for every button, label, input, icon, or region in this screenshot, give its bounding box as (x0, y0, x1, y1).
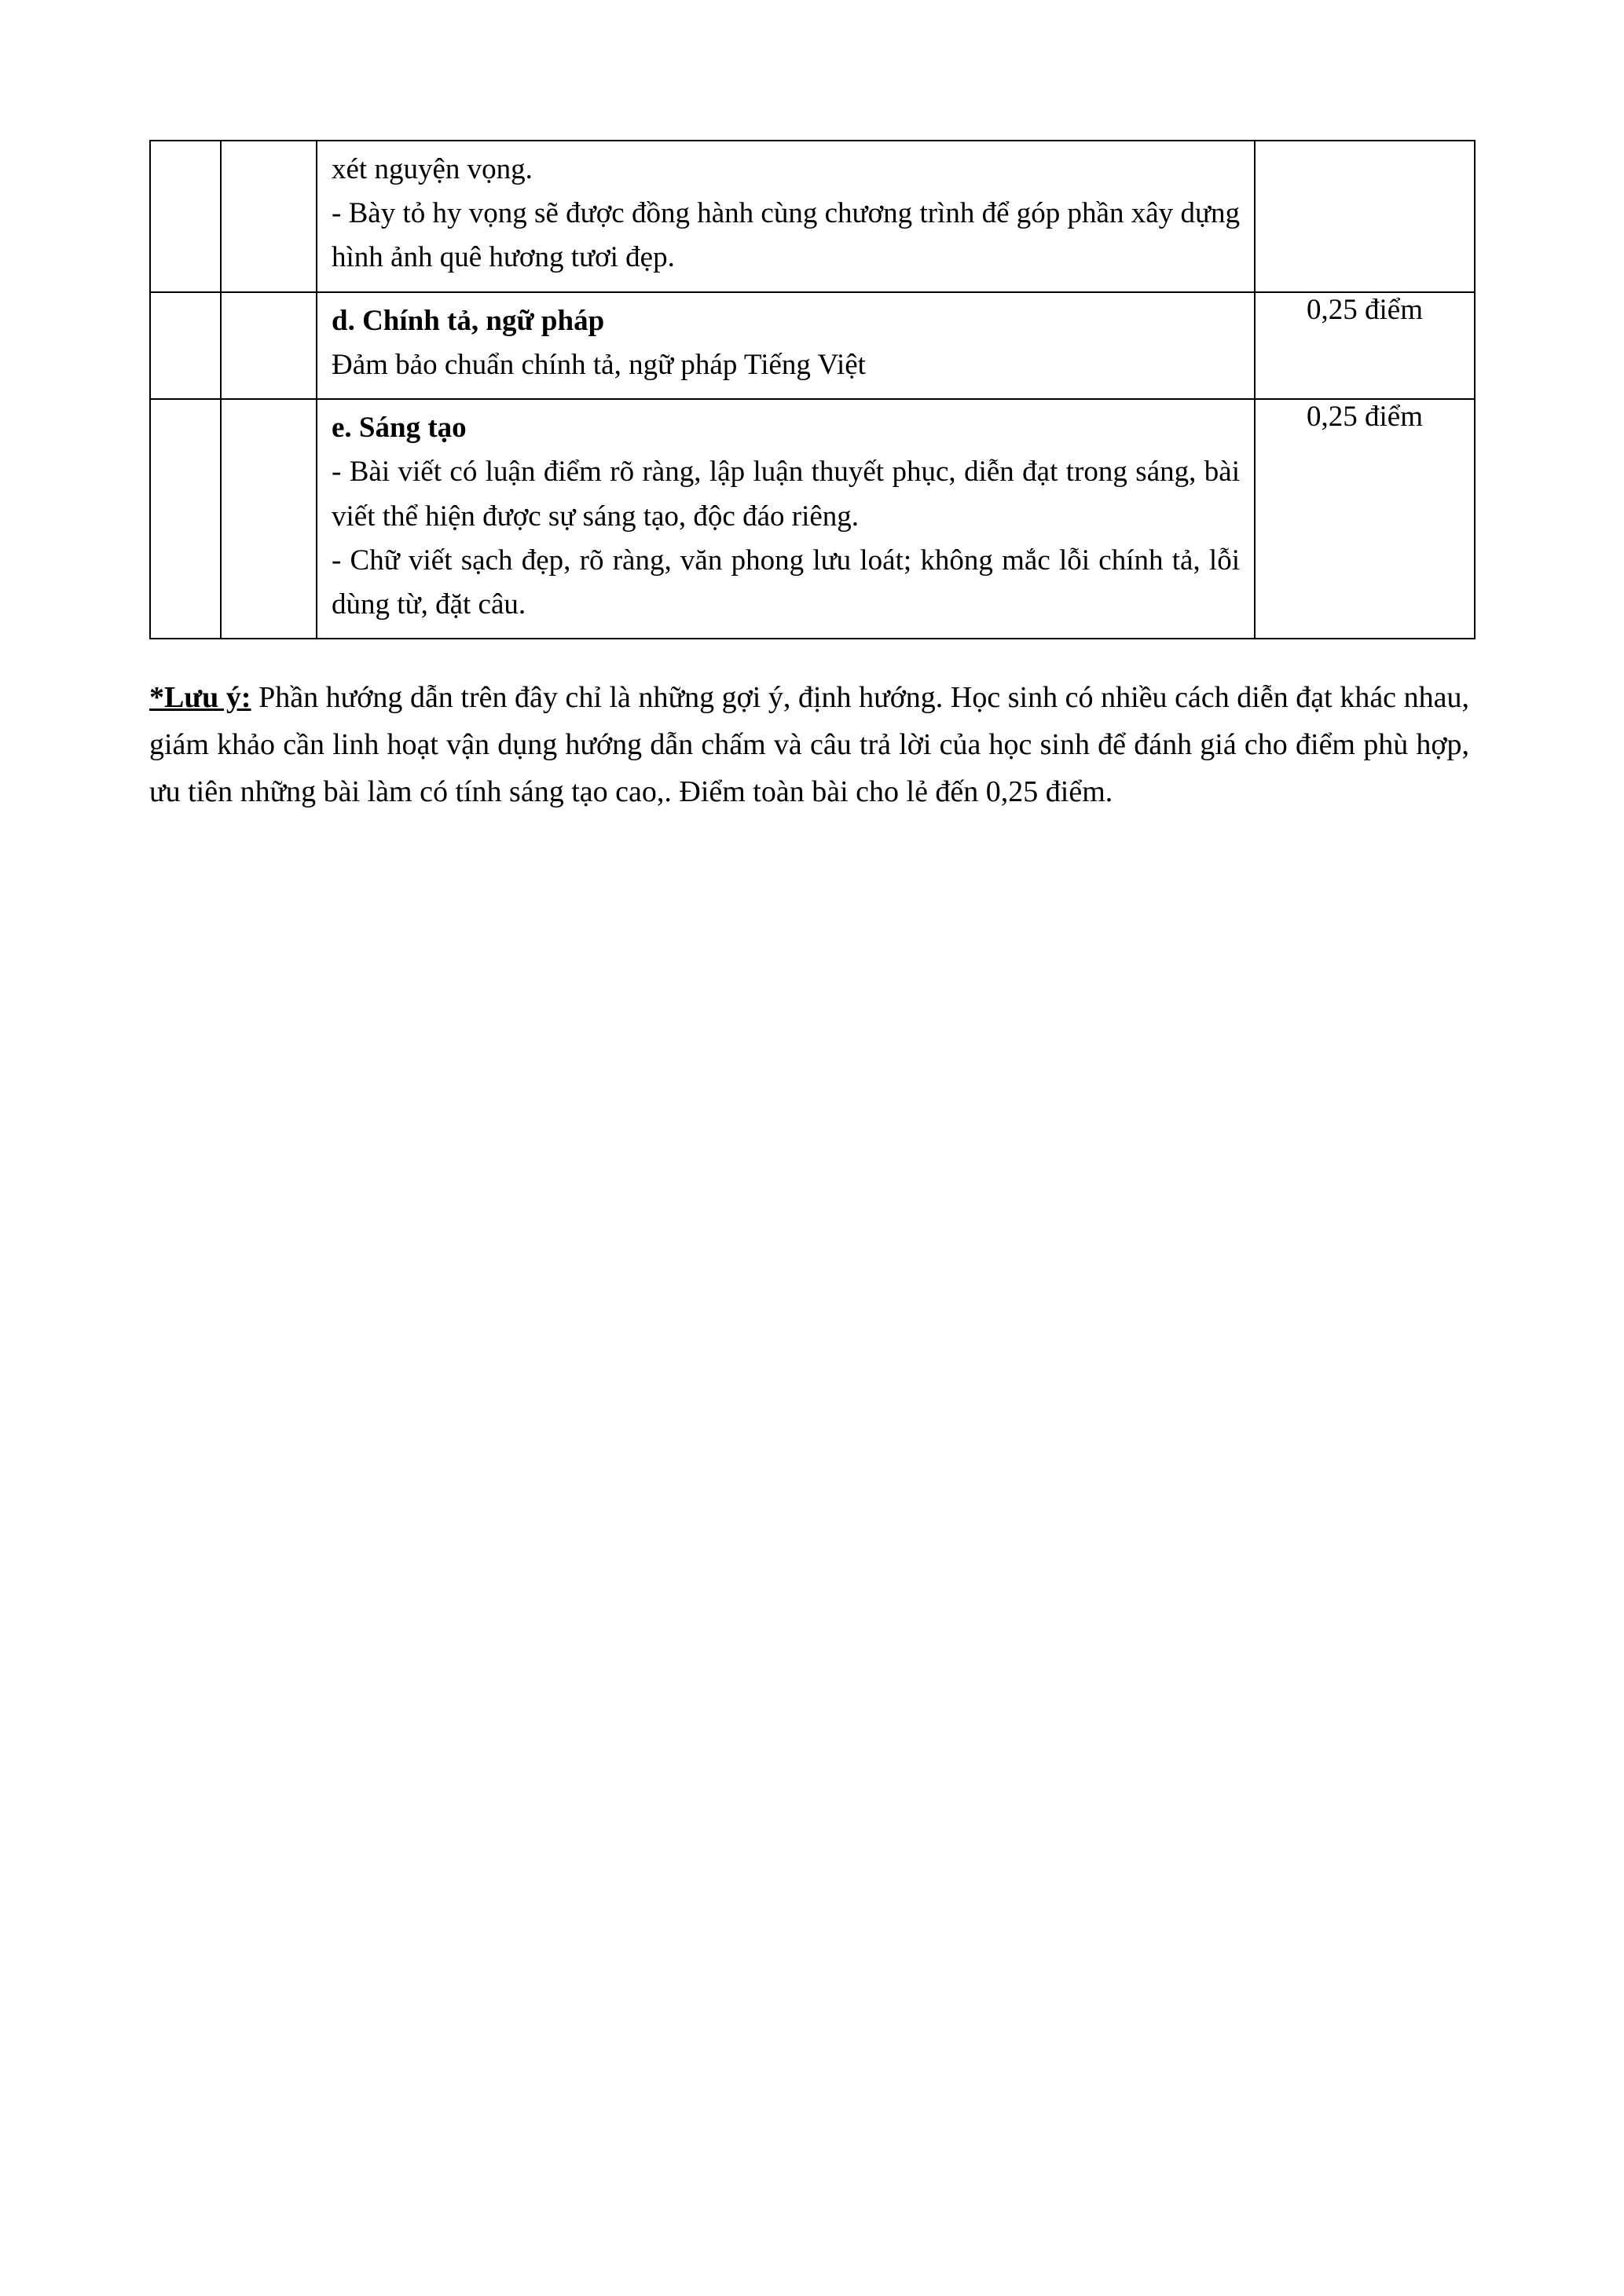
cell-score-column (1255, 292, 1475, 399)
score-value: 0,25 điểm (1307, 293, 1423, 326)
criteria-line: - Chữ viết sạch đẹp, rõ ràng, văn phong lưu loát; không mắc lỗi chính tả, lỗi dùng từ, đặt câu. (332, 544, 1240, 621)
criteria-heading: d. Chính tả, ngữ pháp (332, 304, 605, 337)
criteria-text-block (317, 400, 1254, 638)
note-label: *Lưu ý: (149, 681, 251, 715)
cell-question-column (221, 141, 317, 292)
table-row (150, 399, 1475, 639)
criteria-text-block (317, 293, 1254, 398)
cell-section-column (150, 141, 221, 292)
score-wrapper (1256, 400, 1474, 434)
cell-score-column (1255, 141, 1475, 292)
cell-criteria-column (317, 292, 1255, 399)
criteria-heading: e. Sáng tạo (332, 412, 467, 445)
score-value: 0,25 điểm (1307, 401, 1423, 434)
cell-section-column (150, 292, 221, 399)
table-row (150, 141, 1475, 292)
cell-score-column (1255, 399, 1475, 639)
score-wrapper (1256, 293, 1474, 327)
cell-section-column (150, 399, 221, 639)
criteria-line: xét nguyện vọng. (332, 153, 533, 185)
scoring-rubric-table (149, 140, 1476, 639)
cell-question-column (221, 292, 317, 399)
cell-criteria-column (317, 399, 1255, 639)
criteria-line: Đảm bảo chuẩn chính tả, ngữ pháp Tiếng Việt (332, 348, 866, 381)
note-text: Phần hướng dẫn trên đây chỉ là những gợi ý, định hướng. Học sinh có nhiều cách diễn đạt khác nhau, giám khảo cần linh hoạt vận dụng hướng dẫn chấm và câu trả lời của học sinh để đánh giá cho điểm phù hợp, ưu tiên những bài làm có tính sáng tạo cao,. Điểm toàn bài cho lẻ đến 0,25 điểm. (149, 681, 1469, 809)
note-paragraph (149, 674, 1469, 815)
cell-criteria-column (317, 141, 1255, 292)
page-content (149, 140, 1469, 845)
cell-question-column (221, 399, 317, 639)
criteria-line: - Bày tỏ hy vọng sẽ được đồng hành cùng chương trình để góp phần xây dựng hình ảnh quê hương tươi đẹp. (332, 197, 1240, 274)
table-row (150, 292, 1475, 399)
criteria-text-block (317, 141, 1254, 291)
criteria-line: - Bài viết có luận điểm rõ ràng, lập luận thuyết phục, diễn đạt trong sáng, bài viết thể hiện được sự sáng tạo, độc đáo riêng. (332, 456, 1240, 533)
